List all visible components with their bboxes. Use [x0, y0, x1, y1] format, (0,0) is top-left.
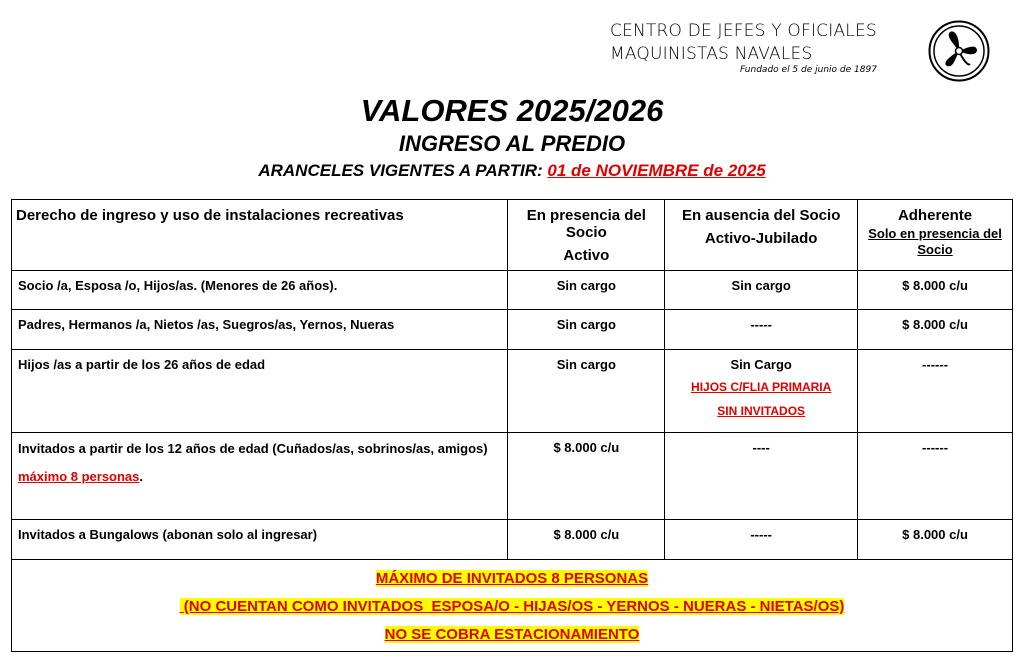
- table-row: [12, 310, 1013, 350]
- aranceles-prefix: ARANCELES VIGENTES A PARTIR:: [258, 161, 543, 180]
- row-concept: [12, 433, 508, 520]
- footer-max-guests: MÁXIMO DE INVITADOS 8 PERSONAS: [375, 570, 649, 587]
- row-adherente: ------: [858, 433, 1013, 520]
- founded-date: Fundado el 5 de junio de 1897: [740, 65, 877, 75]
- row-adherente: ------: [858, 350, 1013, 433]
- header-adherente: [858, 200, 1013, 271]
- aranceles-date: 01 de NOVIEMBRE de 2025: [547, 161, 766, 180]
- header-ausencia-label: En ausencia del Socio: [681, 207, 841, 224]
- row-adherente: $ 8.000 c/u: [858, 271, 1013, 310]
- row-concept: Hijos /as a partir de los 26 años de edad: [12, 350, 508, 433]
- row-ausencia: [665, 350, 858, 433]
- org-line-1: CENTRO DE JEFES Y OFICIALES: [610, 21, 877, 41]
- table-footer-row: [12, 560, 1013, 652]
- row-presencia: Sin cargo: [508, 271, 665, 310]
- table-row: [12, 520, 1013, 560]
- row-ausencia-note-2: SIN INVITADOS: [717, 404, 806, 418]
- row-ausencia: ----: [665, 433, 858, 520]
- table-row: [12, 271, 1013, 310]
- row-presencia: $ 8.000 c/u: [508, 433, 665, 520]
- org-line-2: MAQUINISTAS NAVALES: [610, 44, 813, 64]
- header-presencia-label: En presencia del Socio: [526, 207, 646, 241]
- row-ausencia: Sin cargo: [665, 271, 858, 310]
- header-presencia: [508, 200, 665, 271]
- row-adherente: $ 8.000 c/u: [858, 520, 1013, 560]
- aranceles-line: [0, 161, 1024, 181]
- row-concept: Socio /a, Esposa /o, Hijos/as. (Menores de 26 años).: [12, 271, 508, 310]
- header-ausencia: [665, 200, 858, 271]
- organization-name: [610, 20, 877, 75]
- page-subtitle: INGRESO AL PREDIO: [398, 131, 626, 156]
- table-header-row: [12, 200, 1013, 271]
- row-ausencia-note-1: HIJOS C/FLIA PRIMARIA: [691, 380, 832, 394]
- row-concept: Padres, Hermanos /a, Nietos /as, Suegros/as, Yernos, Nueras: [12, 310, 508, 350]
- propeller-logo-icon: [928, 20, 990, 82]
- row-presencia: Sin cargo: [508, 350, 665, 433]
- row-presencia: Sin cargo: [508, 310, 665, 350]
- header-ausencia-sub: Activo-Jubilado: [704, 230, 818, 247]
- header-adherente-sub: Solo en presencia del Socio: [868, 226, 1002, 257]
- tariff-table: [11, 199, 1013, 652]
- footer-parking: NO SE COBRA ESTACIONAMIENTO: [384, 626, 640, 643]
- row-presencia: $ 8.000 c/u: [508, 520, 665, 560]
- footer-notes: [12, 560, 1013, 652]
- row-concept-text: Invitados a partir de los 12 años de edad (Cuñados/as, sobrinos/as, amigos): [18, 441, 488, 456]
- footer-exclusions: (NO CUENTAN COMO INVITADOS ESPOSA/O - HIJAS/OS - YERNOS - NUERAS - NIETAS/OS): [179, 598, 845, 615]
- header-adherente-label: Adherente: [897, 207, 973, 224]
- header-concept: Derecho de ingreso y uso de instalaciones recreativas: [12, 200, 508, 271]
- row-adherente: $ 8.000 c/u: [858, 310, 1013, 350]
- row-ausencia: -----: [665, 520, 858, 560]
- header-presencia-sub: Activo: [563, 247, 610, 264]
- row-concept-limit: máximo 8 personas: [18, 469, 140, 484]
- row-concept: Invitados a Bungalows (abonan solo al ingresar): [12, 520, 508, 560]
- row-ausencia-value: Sin Cargo: [730, 357, 792, 372]
- row-ausencia: -----: [665, 310, 858, 350]
- row-concept-end: .: [139, 469, 144, 484]
- page-title: VALORES 2025/2026: [360, 93, 664, 128]
- table-row: [12, 433, 1013, 520]
- table-row: [12, 350, 1013, 433]
